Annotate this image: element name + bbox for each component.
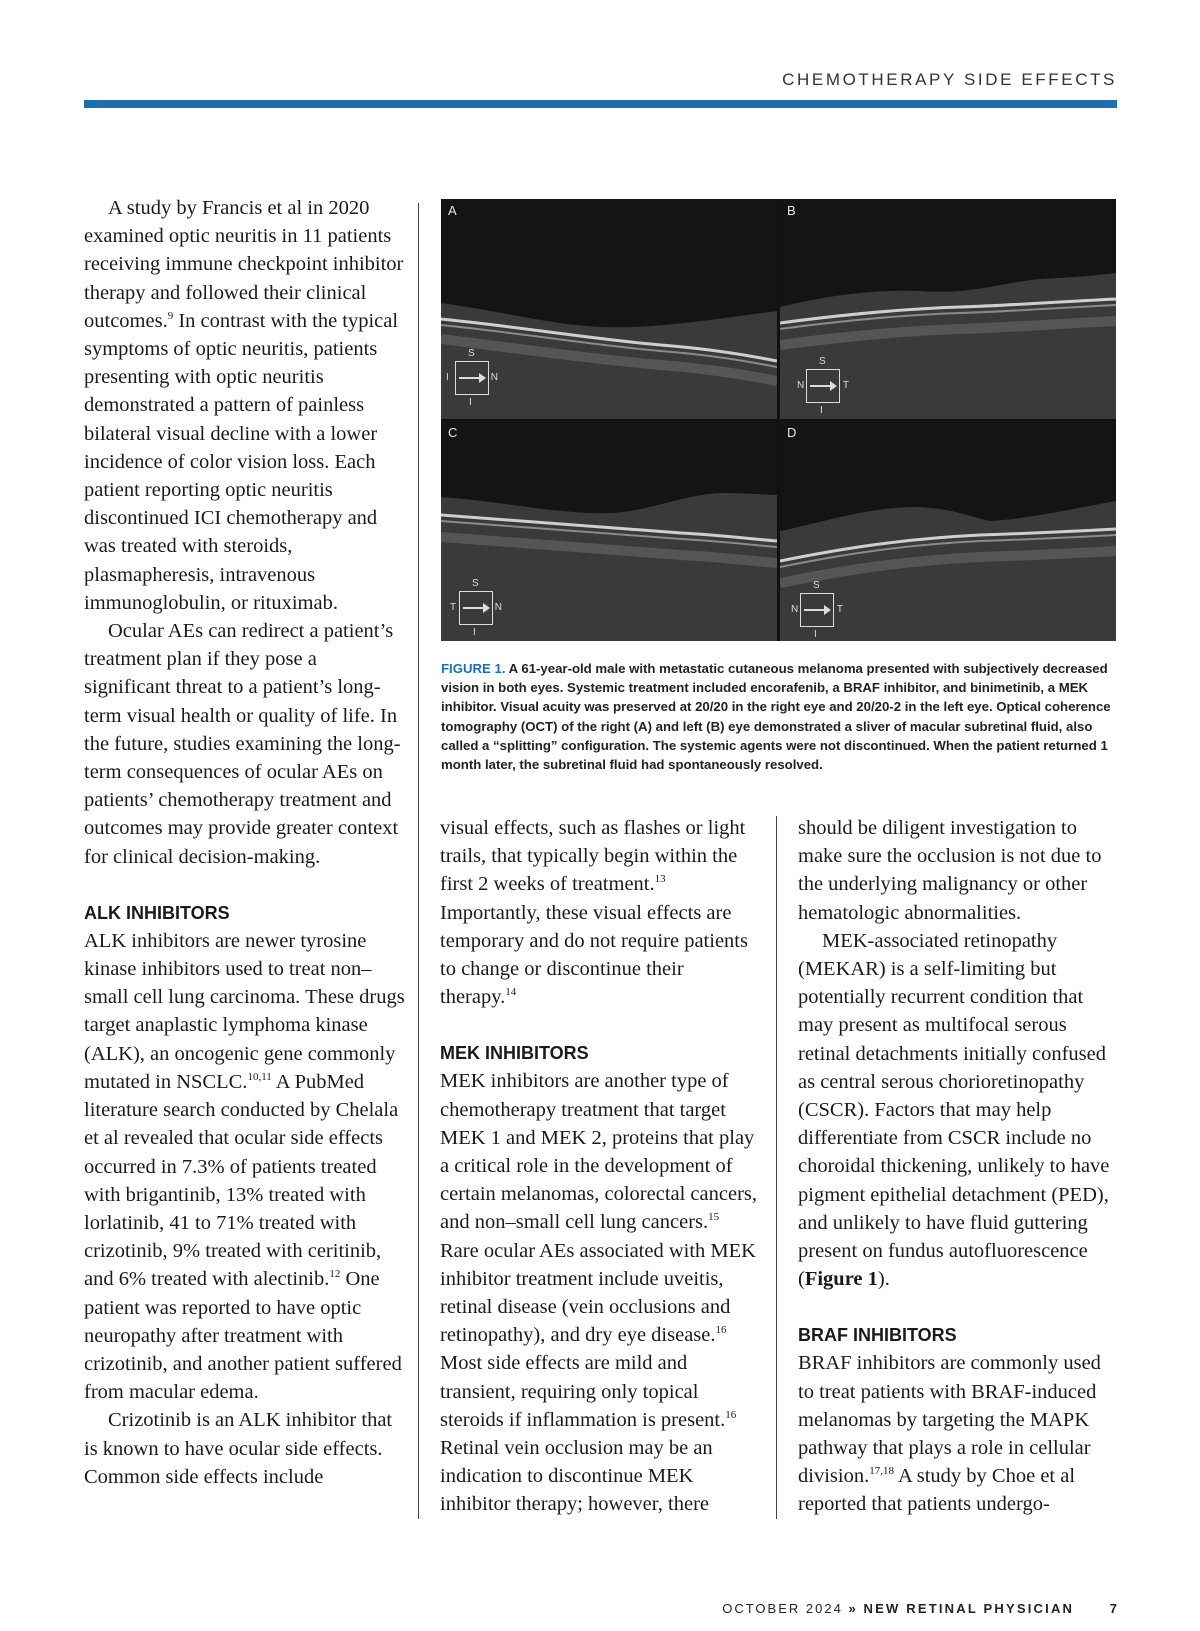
section-heading-alk: ALK INHIBITORS <box>84 902 230 923</box>
reference-superscript: 10,11 <box>247 1070 272 1083</box>
section-heading-mek: MEK INHIBITORS <box>440 1043 589 1064</box>
panel-letter: C <box>448 425 458 440</box>
orientation-label: I <box>473 627 476 638</box>
text-run: One patient was reported to have optic neuropathy after treatment with crizotinib, and another patient suffered from macular edema. <box>84 1268 402 1404</box>
column-divider <box>776 816 777 1519</box>
reference-superscript: 14 <box>505 986 517 999</box>
orientation-marker <box>450 578 502 638</box>
running-head: CHEMOTHERAPY SIDE EFFECTS <box>782 70 1117 89</box>
section-heading-braf: BRAF INHIBITORS <box>798 1325 957 1346</box>
caption-text: A 61-year-old male with metastatic cutaneous melanoma presented with subjectively decreased vision in both eyes. Systemic treatment included encorafenib, a BRAF inhibitor, and binimetinib, a MEK inhibitor. Visual acuity was preserved at 20/20 in the right eye and 20/20-2 in the left eye. Optical coherence tomography (OCT) of the right (A) and left (B) eye demonstrated a sliver of macular subretinal fluid, also called a “splitting” configuration. The systemic agents were not discontinued. When the patient returned 1 month later, the subretinal fluid had spontaneously resolved. <box>441 661 1111 773</box>
orientation-label: N <box>494 602 502 613</box>
orientation-marker <box>791 580 843 640</box>
oct-panel-c <box>441 421 777 641</box>
text-run: Importantly, these visual effects are temporary and do not require patients to change or discontinue their therapy. <box>440 901 748 1009</box>
panel-letter: D <box>787 425 797 440</box>
reference-superscript: 16 <box>715 1324 727 1337</box>
orientation-label: T <box>842 380 849 391</box>
orientation-label: N <box>791 604 799 615</box>
text-run: A study by Francis et al in 2020 examined optic neuritis in 11 patients receiving immune checkpoint inhibitor therapy and followed their clinical outcomes. <box>84 197 404 332</box>
orientation-label: N <box>797 380 805 391</box>
orientation-label: S <box>813 580 820 591</box>
figure-caption <box>441 659 1117 774</box>
oct-panel-b <box>780 199 1116 419</box>
paragraph <box>440 814 762 1011</box>
caption-label: FIGURE 1. <box>441 661 506 676</box>
figure-reference: Figure 1 <box>804 1268 878 1291</box>
orientation-label: S <box>819 356 826 367</box>
text-run: Rare ocular AEs associated with MEK inhibitor treatment include uveitis, retinal disease (vein occlusions and retinopathy), and dry eye disease. <box>440 1239 756 1347</box>
orientation-label: N <box>490 372 498 383</box>
left-column <box>84 194 406 1491</box>
text-run: MEK inhibitors are another type of chemotherapy treatment that target MEK 1 and MEK 2, proteins that play a critical role in the development of certain melanomas, colorectal cancers, and non–small cell lung cancers. <box>440 1070 758 1234</box>
oct-scan-image <box>441 199 777 419</box>
text-run: visual effects, such as flashes or light trails, that typically begin within the first 2 weeks of treatment. <box>440 817 746 896</box>
page-footer <box>722 1601 1117 1616</box>
footer-separator: » <box>848 1601 858 1616</box>
paragraph-gap <box>84 871 406 899</box>
oct-panel-d <box>780 421 1116 641</box>
orientation-label: I <box>814 629 817 640</box>
orientation-marker <box>446 348 498 408</box>
panel-letter: B <box>787 203 796 218</box>
reference-superscript: 15 <box>708 1211 720 1224</box>
paragraph <box>798 927 1116 1294</box>
orientation-label: T <box>836 604 843 615</box>
paragraph: Crizotinib is an ALK inhibitor that is known to have ocular side effects. Common side effects include <box>84 1409 393 1488</box>
paragraph: Ocular AEs can redirect a patient’s treatment plan if they pose a significant threat to a patient’s long-term visual health or quality of life. In the future, studies examining the long-term consequences of ocular AEs on patients’ chemotherapy treatment and outcomes may provide greater context for clinical decision-making. <box>84 620 401 868</box>
issue-date: OCTOBER 2024 <box>722 1601 843 1616</box>
orientation-marker <box>797 356 849 416</box>
paragraph: should be diligent investigation to make sure the occlusion is not due to the underlying malignancy or other hematologic abnormalities. <box>798 817 1102 924</box>
orientation-label: I <box>446 372 449 383</box>
oct-figure <box>441 199 1116 641</box>
right-column <box>798 814 1116 1519</box>
text-run: Retinal vein occlusion may be an indication to discontinue MEK inhibitor therapy; however, there <box>440 1437 713 1516</box>
panel-letter: A <box>448 203 457 218</box>
orientation-label: T <box>450 602 457 613</box>
paragraph <box>84 927 406 1406</box>
publication-name: NEW RETINAL PHYSICIAN <box>863 1601 1075 1616</box>
middle-column <box>440 814 762 1519</box>
text-run: MEK-associated retinopathy (MEKAR) is a self-limiting but potentially recurrent condition that may present as multifocal serous retinal detachments initially confused as central serous chorioretinopathy (CSCR). Factors that may help differentiate from CSCR include no choroidal thickening, unlikely to have pigment epithelial detachment (PED), and unlikely to have fluid guttering present on fundus autofluorescence ( <box>798 929 1110 1291</box>
text-run: In contrast with the typical symptoms of optic neuritis, patients presenting with optic neuritis demonstrated a pattern of painless bilateral visual decline with a lower incidence of color vision loss. Each patient reporting optic neuritis discontinued ICI chemotherapy and was treated with steroids, plasmapheresis, intravenous immunoglobulin, or rituximab. <box>84 309 399 614</box>
orientation-label: I <box>469 397 472 408</box>
oct-panel-a <box>441 199 777 419</box>
text-run: A study by Choe et al reported that patients undergo- <box>798 1465 1076 1516</box>
reference-superscript: 13 <box>654 873 666 886</box>
paragraph-gap <box>440 1011 762 1039</box>
text-run: Most side effects are mild and transient, requiring only topical steroids if inflammation is present. <box>440 1352 726 1431</box>
orientation-label: S <box>472 578 479 589</box>
reference-superscript: 12 <box>329 1268 341 1281</box>
paragraph <box>440 1067 762 1518</box>
paragraph <box>84 194 406 617</box>
text-run: ALK inhibitors are newer tyrosine kinase inhibitors used to treat non–small cell lung carcinoma. These drugs target anaplastic lymphoma kinase (ALK), an oncogenic gene commonly mutated in NSCLC. <box>84 929 405 1093</box>
header-rule <box>84 100 1117 108</box>
reference-superscript: 9 <box>167 309 174 322</box>
orientation-label: S <box>468 348 475 359</box>
text-run: A PubMed literature search conducted by Chelala et al revealed that ocular side effects occurred in 7.3% of patients treated with brigantinib, 13% treated with lorlatinib, 41 to 71% treated with crizotinib, 9% treated with ceritinib, and 6% treated with alectinib. <box>84 1070 399 1291</box>
page-number: 7 <box>1109 1601 1117 1616</box>
orientation-label: I <box>820 405 823 416</box>
column-divider <box>418 203 419 1519</box>
paragraph-gap <box>798 1293 1116 1321</box>
reference-superscript: 17,18 <box>869 1465 894 1478</box>
text-run: BRAF inhibitors are commonly used to treat patients with BRAF-induced melanomas by targeting the MAPK pathway that plays a role in cellular division. <box>798 1352 1101 1488</box>
text-run: ). <box>877 1268 890 1291</box>
reference-superscript: 16 <box>725 1408 737 1421</box>
paragraph <box>798 1349 1116 1518</box>
